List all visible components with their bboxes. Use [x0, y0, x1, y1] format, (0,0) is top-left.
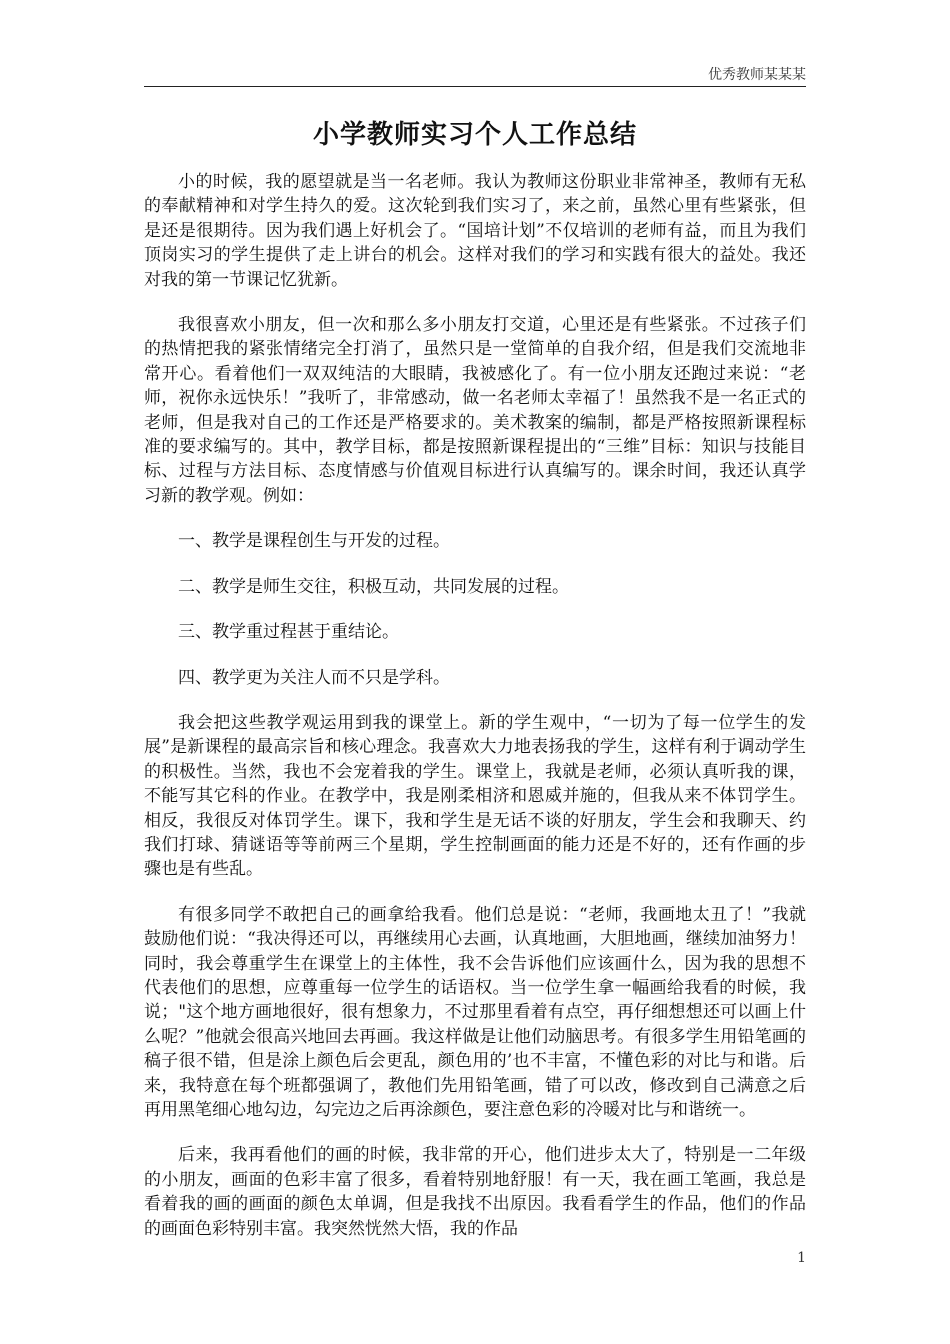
page-number: 1 [797, 1250, 806, 1266]
header-author: 优秀教师某某某 [708, 67, 806, 83]
paragraph: 小的时候，我的愿望就是当一名老师。我认为教师这份职业非常神圣，教师有无私的奉献精神和对学生持久的爱。这次轮到我们实习了，来之前，虽然心里有些紧张，但是还是很期待。因为我们遇上好机会了。“国培计划”不仅培训的老师有益，而且为我们顶岗实习的学生提供了走上讲台的机会。这样对我们的学习和实践有很大的益处。我还对我的第一节课记忆犹新。 [144, 172, 806, 290]
list-item: 四、教学更为关注人而不只是学科。 [178, 667, 450, 688]
paragraph: 我很喜欢小朋友，但一次和那么多小朋友打交道，心里还是有些紧张。不过孩子们的热情把我的紧张情绪完全打消了，虽然只是一堂简单的自我介绍，但是我们交流地非常开心。看着他们一双双纯洁的大眼睛，我被感化了。有一位小朋友还跑过来说：“老师，祝你永远快乐！”我听了，非常感动，做一名老师太幸福了！虽然我不是一名正式的老师，但是我对自己的工作还是严格要求的。美术教案的编制，都是严格按照新课程标准的要求编写的。其中，教学目标，都是按照新课程提出的“三维”目标：知识与技能目标、过程与方法目标、态度情感与价值观目标进行认真编写的。课余时间，我还认真学习新的教学观。例如： [144, 315, 806, 506]
paragraph: 有很多同学不敢把自己的画拿给我看。他们总是说：“老师，我画地太丑了！”我就鼓励他们说：“我决得还可以，再继续用心去画，认真地画，大胆地画，继续加油努力！同时，我会尊重学生在课堂上的主体性，我不会告诉他们应该画什么，因为我的思想不代表他们的思想，应尊重每一位学生的话语权。当一位学生拿一幅画给我看的时候，我说；"这个地方画地很好，很有想象力，不过那里看着有点空，再仔细想想还可以画上什么呢？”他就会很高兴地回去再画。我这样做是让他们动脑思考。有很多学生用铅笔画的稿子很不错，但是涂上颜色后会更乱，颜色用的’也不丰富，不懂色彩的对比与和谐。后来，我特意在每个班都强调了，教他们先用铅笔画，错了可以改，修改到自己满意之后再用黑笔细心地勾边，勾完边之后再涂颜色，要注意色彩的冷暖对比与和谐统一。 [144, 904, 806, 1120]
paragraph: 我会把这些教学观运用到我的课堂上。新的学生观中，“一切为了每一位学生的发展”是新课程的最高宗旨和核心理念。我喜欢大力地表扬我的学生，这样有利于调动学生的积极性。当然，我也不会宠着我的学生。课堂上，我就是老师，必须认真听我的课，不能写其它科的作业。在教学中，我是刚柔相济和恩威并施的，但我从来不体罚学生。相反，我很反对体罚学生。课下，我和学生是无话不谈的好朋友，学生会和我聊天、约我们打球、猜谜语等等前两三个星期，学生控制画面的能力还是不好的，还有作画的步骤也是有些乱。 [144, 712, 806, 880]
paragraph: 后来，我再看他们的画的时候，我非常的开心，他们进步太大了，特别是一二年级的小朋友，画面的色彩丰富了很多，看着特别地舒服！有一天，我在画工笔画，我总是看着我的画的画面的颜色太单调，但是我找不出原因。我看看学生的作品，他们的作品的画面色彩特别丰富。我突然恍然大悟，我的作品 [144, 1145, 806, 1239]
list-item: 二、教学是师生交往，积极互动，共同发展的过程。 [178, 576, 569, 597]
document-body [144, 170, 806, 1262]
header-divider [144, 86, 806, 87]
document-title: 小学教师实习个人工作总结 [312, 120, 637, 150]
list-item: 一、教学是课程创生与开发的过程。 [178, 531, 450, 552]
list-item: 三、教学重过程甚于重结论。 [178, 622, 399, 643]
